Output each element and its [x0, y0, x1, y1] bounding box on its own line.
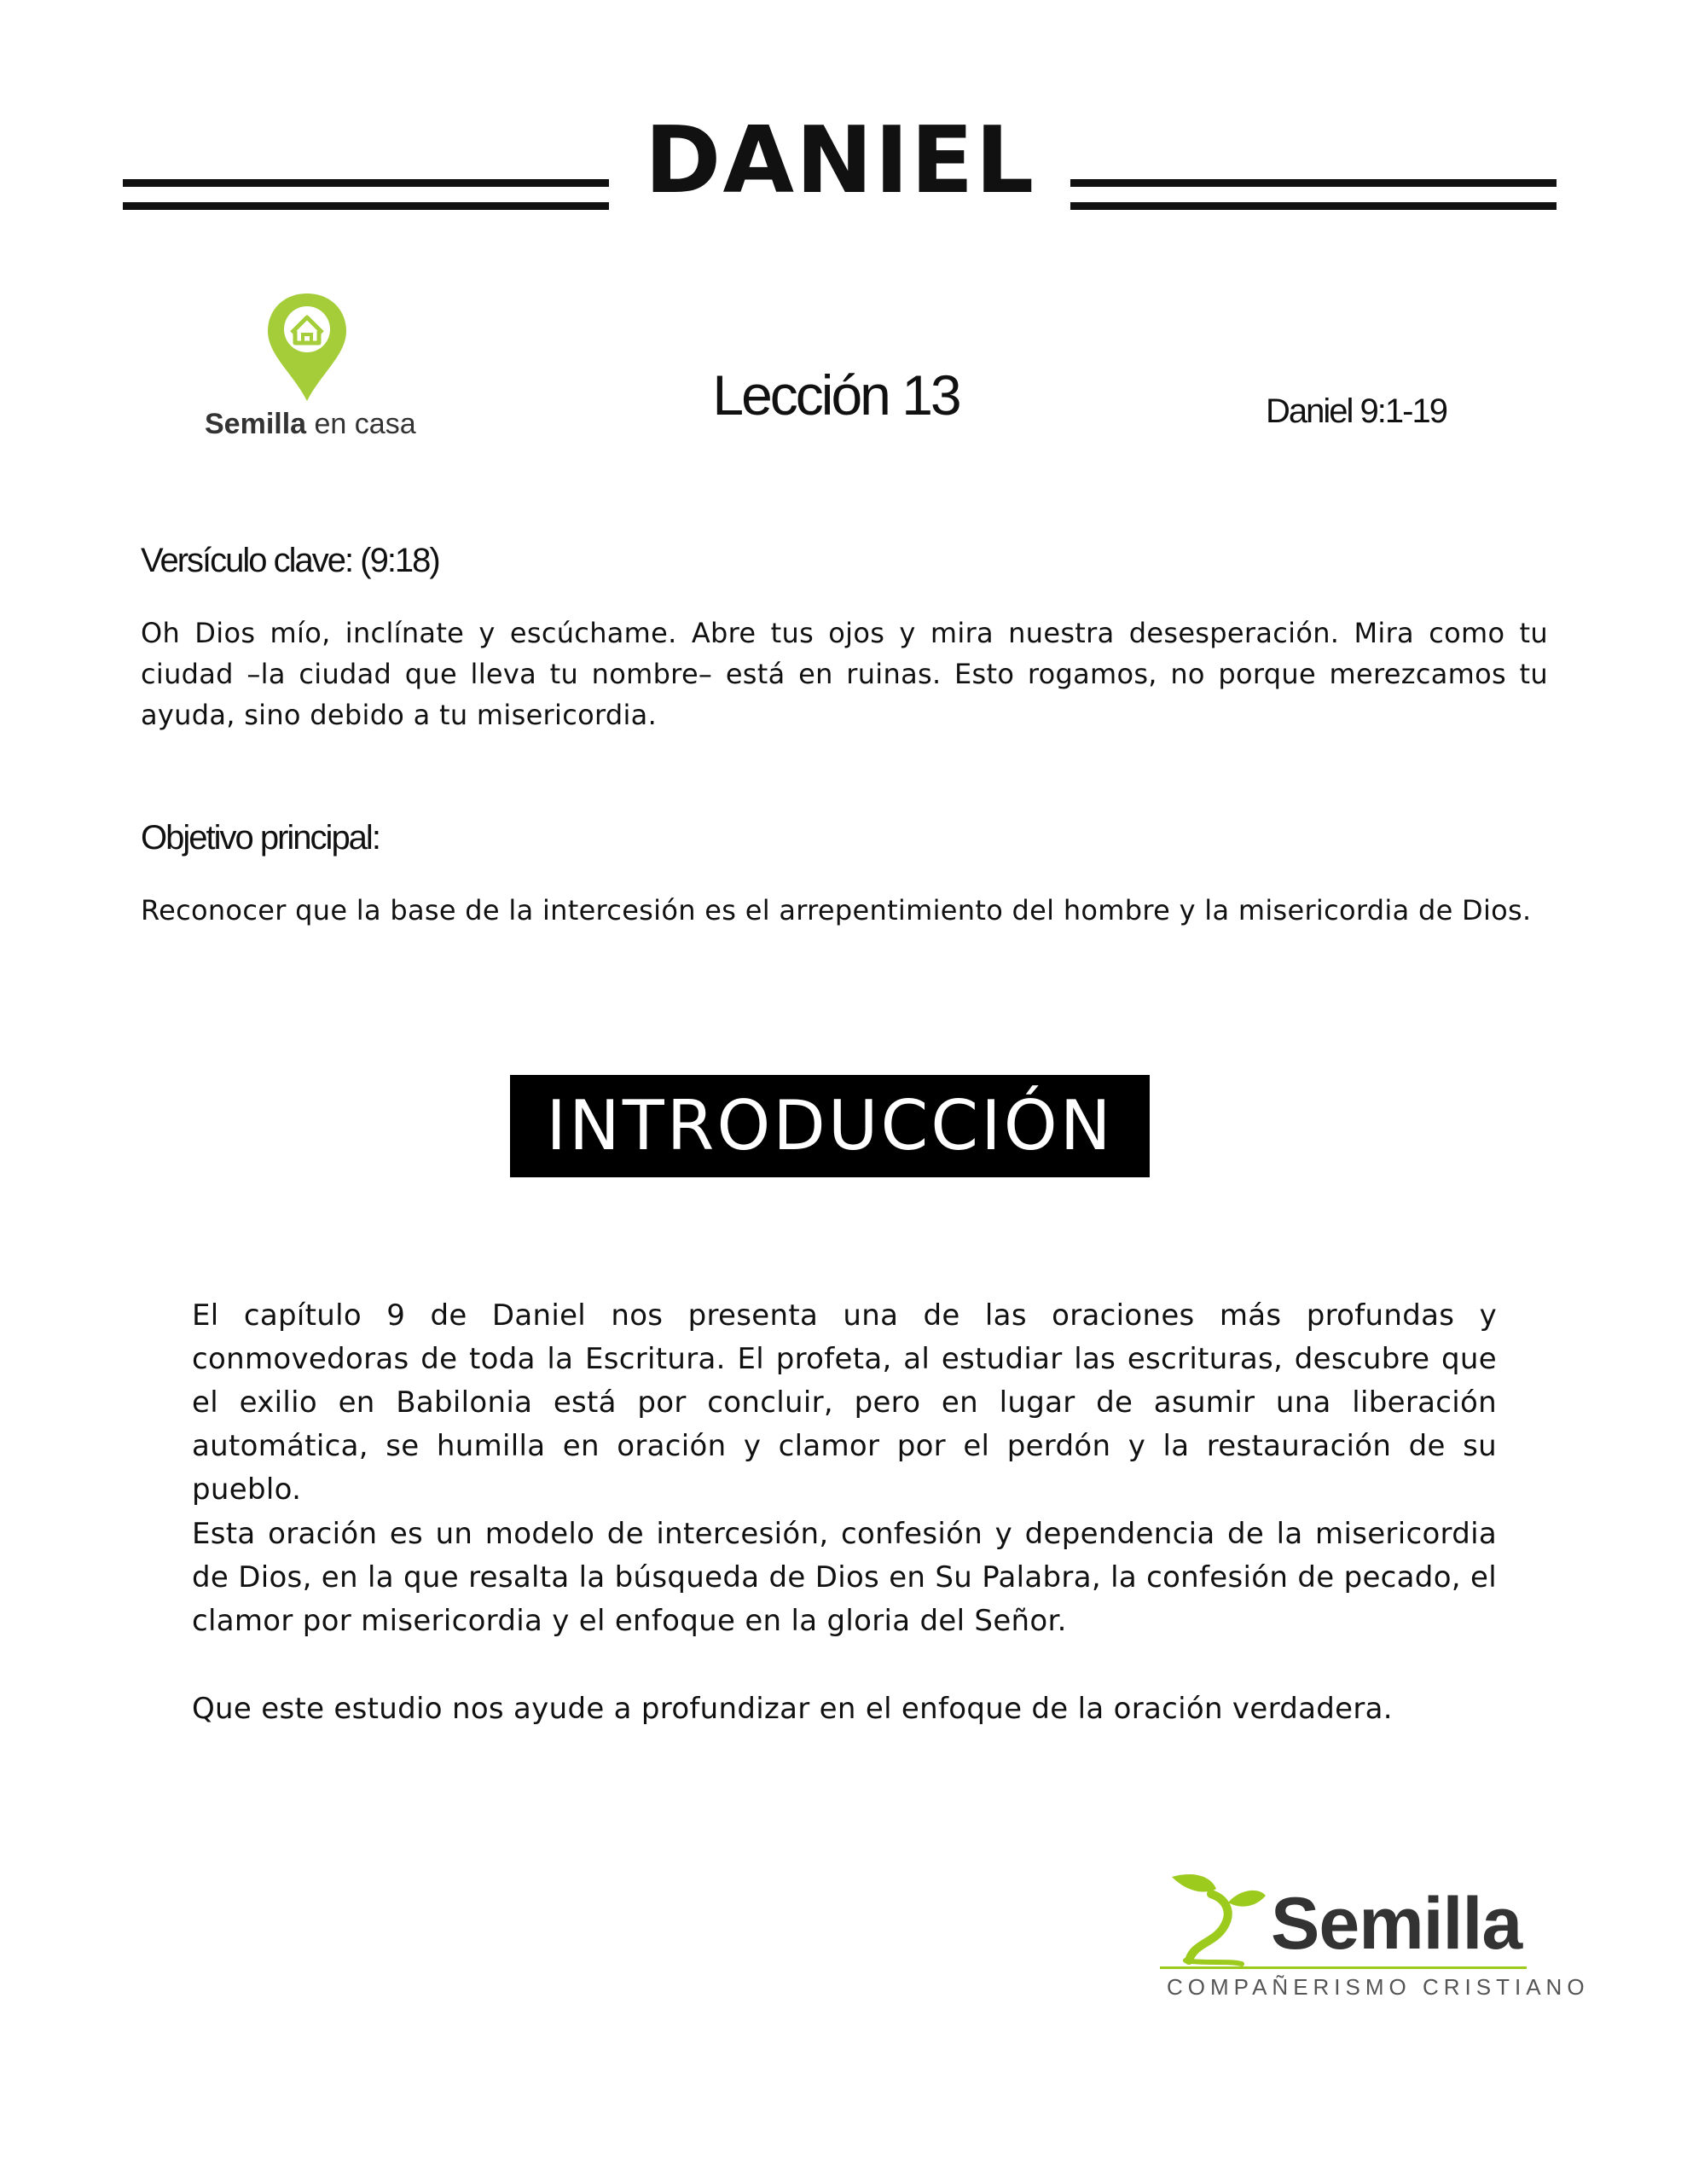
- semilla-en-casa-logo: [205, 288, 416, 442]
- intro-paragraph: El capítulo 9 de Daniel nos presenta una de las oraciones más profundas y conmovedoras de toda la Escritura. El profeta, al estudiar las escrituras, descubre que el exilio en Babilonia está por concluir, pero en lugar de asumir una liberación automática, se humilla en oración y clamor por el perdón y la restauración de su pueblo.: [192, 1298, 1497, 1507]
- logo-divider: [1160, 1966, 1527, 1969]
- key-verse-text: Oh Dios mío, inclínate y escúchame. Abre tus ojos y mira nuestra desesperación. Mira como tu ciudad –la ciudad que lleva tu nombre– está en ruinas. Esto rogamos, no porque merezcamos tu ayuda, sino debido a tu misericordia.: [141, 617, 1548, 731]
- objective-text: Reconocer que la base de la intercesión es el arrepentimiento del hombre y la misericordia de Dios.: [141, 894, 1532, 926]
- title-rule-right: [1070, 179, 1557, 210]
- key-verse-heading: Versículo clave: (9:18): [141, 542, 439, 579]
- scripture-reference: Daniel 9:1-19: [1266, 392, 1446, 430]
- semilla-wordmark: Semilla: [1271, 1883, 1522, 1965]
- objective-heading: Objetivo principal:: [141, 819, 380, 857]
- lesson-number: Lección 13: [712, 363, 959, 427]
- page-title: DANIEL: [644, 107, 1036, 214]
- semilla-logo: [1160, 1868, 1590, 2005]
- intro-paragraph: Esta oración es un modelo de intercesión, confesión y dependencia de la misericordia de Dios, en la que resalta la búsqueda de Dios en Su Palabra, la confesión de pecado, el clamor por misericordia y el enfoque en la gloria del Señor.: [192, 1517, 1497, 1638]
- title-rule-left: [123, 179, 609, 210]
- sprout-icon: [1160, 1868, 1271, 1971]
- intro-paragraph: Que este estudio nos ayude a profundizar en el enfoque de la oración verdadera.: [192, 1692, 1393, 1726]
- introduction-heading: INTRODUCCIÓN: [510, 1075, 1150, 1177]
- semilla-tagline: COMPAÑERISMO CRISTIANO: [1167, 1974, 1590, 2000]
- semilla-en-casa-wordmark: Semilla en casa: [205, 408, 416, 440]
- map-pin-home-icon: [205, 288, 409, 408]
